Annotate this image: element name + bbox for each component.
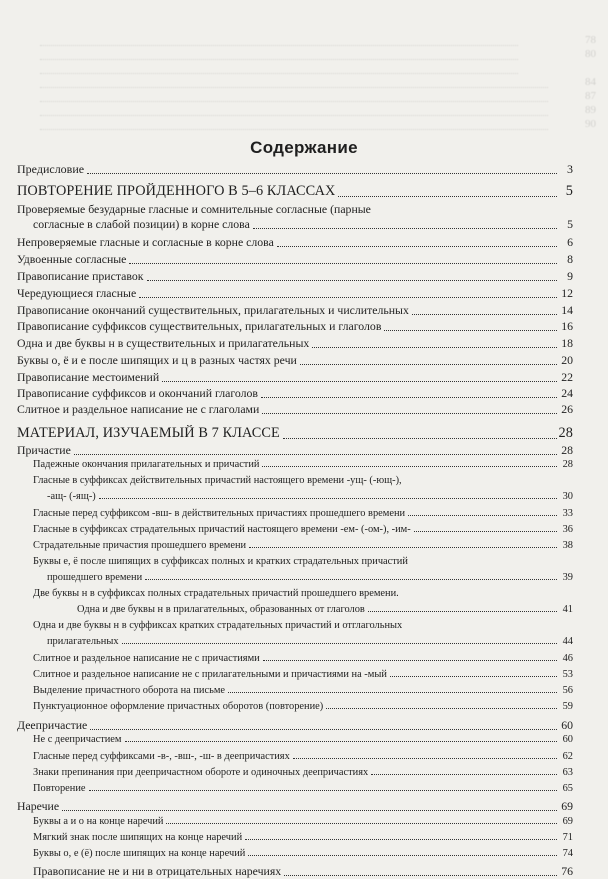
toc-entry[interactable]: Гласные в суффиксах страдательных причастий настоящего времени -ем- (-ом-), -им- 36 xyxy=(33,524,573,535)
toc-entry[interactable]: Знаки препинания при деепричастном обороте и одиночных деепричастиях 63 xyxy=(33,767,573,778)
toc-entry-continuation[interactable]: прилагательных 44 xyxy=(47,636,573,647)
toc-entry[interactable]: Падежные окончания прилагательных и причастий 28 xyxy=(33,459,573,470)
toc-entry[interactable]: Буквы о, е (ё) после шипящих на конце наречий 74 xyxy=(33,848,573,859)
toc-chapter[interactable]: Наречие 69 xyxy=(17,799,573,813)
toc-entry[interactable]: Предисловие 3 xyxy=(17,162,573,176)
toc-entry[interactable]: Чередующиеся гласные 12 xyxy=(17,286,573,300)
toc-entry[interactable]: Одна и две буквы н в существительных и прилагательных 18 xyxy=(17,336,573,350)
toc-entry[interactable]: Пунктуационное оформление причастных оборотов (повторение) 59 xyxy=(33,701,573,712)
toc-entry[interactable]: Правописание местоимений 22 xyxy=(17,370,573,384)
toc-entry[interactable]: Одна и две буквы н в суффиксах кратких страдательных причастий и отглагольных xyxy=(33,620,403,631)
toc-entry[interactable]: Буквы о, ё и е после шипящих и ц в разных частях речи 20 xyxy=(17,353,573,367)
toc-entry[interactable]: Слитное и раздельное написание не с причастиями 46 xyxy=(33,653,573,664)
toc-entry[interactable]: Страдательные причастия прошедшего времени 38 xyxy=(33,540,573,551)
toc-entry[interactable]: Мягкий знак после шипящих на конце наречий 71 xyxy=(33,832,573,843)
toc-section-heading[interactable]: ПОВТОРЕНИЕ ПРОЙДЕННОГО В 5–6 КЛАССАХ 5 xyxy=(17,183,573,199)
toc-entry-continuation[interactable]: -ащ- (-ящ-) 30 xyxy=(47,491,573,502)
toc-entry[interactable]: Буквы е, ё после шипящих в суффиксах полных и кратких страдательных причастий xyxy=(33,556,408,567)
page-title: Содержание xyxy=(250,138,358,157)
toc-entry-continuation[interactable]: согласные в слабой позиции) в корне слова 5 xyxy=(33,217,573,231)
toc-entry[interactable]: Правописание суффиксов существительных, прилагательных и глаголов 16 xyxy=(17,319,573,333)
toc-entry[interactable]: Непроверяемые гласные и согласные в корне слова 6 xyxy=(17,235,573,249)
toc-chapter[interactable]: Причастие 28 xyxy=(17,443,573,457)
toc-entry[interactable]: Правописание приставок 9 xyxy=(17,269,573,283)
toc-entry[interactable]: Правописание суффиксов и окончаний глаголов 24 xyxy=(17,386,573,400)
toc-entry-continuation[interactable]: Одна и две буквы н в прилагательных, образованных от глаголов 41 xyxy=(77,604,573,615)
toc-entry[interactable]: Гласные перед суффиксами -в-, -вш-, -ш- в деепричастиях 62 xyxy=(33,751,573,762)
toc-entry[interactable]: Правописание не и ни в отрицательных наречиях 76 xyxy=(33,864,573,878)
toc-entry[interactable]: Повторение 65 xyxy=(33,783,573,794)
toc-entry[interactable]: Удвоенные согласные 8 xyxy=(17,252,573,266)
toc-section-heading[interactable]: МАТЕРИАЛ, ИЗУЧАЕМЫЙ В 7 КЛАССЕ 28 xyxy=(17,425,573,441)
toc-entry[interactable]: Не с деепричастием 60 xyxy=(33,734,573,745)
toc-entry[interactable]: Выделение причастного оборота на письме 56 xyxy=(33,685,573,696)
toc-entry-continuation[interactable]: прошедшего времени 39 xyxy=(47,572,573,583)
toc-entry[interactable]: Буквы а и о на конце наречий 69 xyxy=(33,816,573,827)
toc-entry[interactable]: Две буквы н в суффиксах полных страдательных причастий прошедшего времени. xyxy=(33,588,399,599)
toc-entry[interactable]: Проверяемые безударные гласные и сомнительные согласные (парные xyxy=(17,202,371,216)
toc-chapter[interactable]: Деепричастие 60 xyxy=(17,718,573,732)
bleed-through-text: 78 80 84 87 89 90 xyxy=(0,0,608,150)
toc-entry[interactable]: Правописание окончаний существительных, прилагательных и числительных 14 xyxy=(17,303,573,317)
toc-entry[interactable]: Слитное и раздельное написание не с глаголами 26 xyxy=(17,402,573,416)
toc-entry[interactable]: Гласные в суффиксах действительных причастий настоящего времени -ущ- (-ющ-), xyxy=(33,475,402,486)
toc-entry[interactable]: Гласные перед суффиксом -вш- в действительных причастиях прошедшего времени 33 xyxy=(33,508,573,519)
toc-entry[interactable]: Слитное и раздельное написание не с прилагательными и причастиями на -мый 53 xyxy=(33,669,573,680)
